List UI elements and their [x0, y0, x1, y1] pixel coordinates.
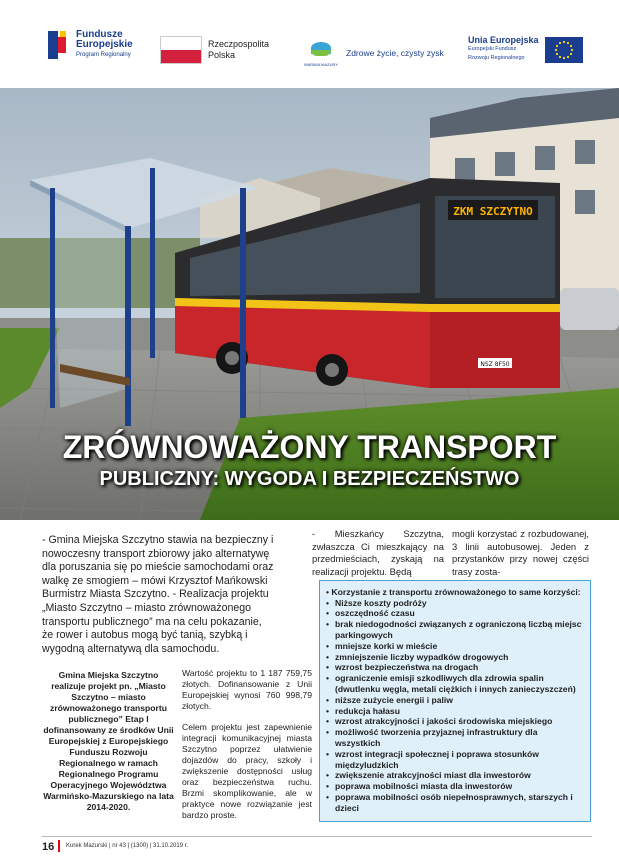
- warmia-mazury-logo: [304, 38, 444, 67]
- benefit-item: • wzrost integracji społecznej i poprawa stosunków międzyludzkich: [326, 749, 584, 771]
- intro-line: że rower i autobus mogą być tanią, szybką i: [42, 629, 248, 642]
- page-number: 16: [42, 841, 55, 853]
- project-details-column: [182, 668, 312, 831]
- fe-line1: Fundusze: [76, 29, 123, 40]
- benefit-item: • zwiększenie atrakcyjności miast dla inwestorów: [326, 770, 584, 781]
- benefit-item: • poprawa mobilności osób niepełnosprawnych, starszych i dzieci: [326, 792, 584, 814]
- benefit-item: • redukcja hałasu: [326, 706, 584, 717]
- wm-small-text: WARMIA MAZURY: [304, 62, 339, 67]
- intro-line: walkę ze smogiem – mówi Krzysztof Mańkowski: [42, 574, 268, 587]
- logo-bar: [0, 0, 619, 88]
- ue-line2: Europejski Fundusz: [468, 46, 517, 52]
- footer-separator: [58, 840, 60, 852]
- benefit-item: • poprawa mobilności miasta dla inwestorów: [326, 781, 584, 792]
- rp-line1: Rzeczpospolita: [208, 39, 270, 49]
- headline-line2: PUBLICZNY: WYGODA I BEZPIECZEŃSTWO: [99, 468, 520, 490]
- rp-line2: Polska: [208, 50, 236, 60]
- intro-line: wygodną alternatywą dla samochodu.: [42, 642, 220, 655]
- benefits-title: • Korzystanie z transportu zrównoważonego to same korzyści:: [326, 587, 581, 597]
- intro-line: nowoczesny transport zbiorowy jako alternatywę: [42, 547, 270, 560]
- side-text: [312, 528, 589, 578]
- intro-line: - Gmina Miejska Szczytno stawia na bezpieczny i: [42, 534, 274, 546]
- rzeczpospolita-logo: [160, 36, 269, 64]
- eu-flag-icon: [545, 37, 583, 63]
- benefit-item: • ograniczenie emisji szkodliwych dla zdrowia spalin (dwutlenku węgla, metali ciężkich i innych zanieczyszczeń): [326, 673, 584, 695]
- fundusze-europejskie-logo: [48, 30, 133, 60]
- benefit-item: • wzrost atrakcyjności i jakości środowiska miejskiego: [326, 716, 584, 727]
- bus-destination-sign: ZKM SZCZYTNO: [453, 205, 533, 218]
- fe-mark-icon: [48, 31, 70, 59]
- benefit-item: • możliwość tworzenia przyjaznej infrastruktury dla wszystkich: [326, 727, 584, 749]
- benefits-list: [326, 598, 584, 814]
- ue-line3: Rozwoju Regionalnego: [468, 55, 525, 61]
- ue-line1: Unia Europejska: [468, 35, 539, 45]
- benefit-item: • wzrost bezpieczeństwa na drogach: [326, 662, 584, 673]
- benefits-box: [319, 580, 591, 822]
- warmia-mazury-mark-icon: [309, 38, 333, 62]
- benefit-item: • mniejsze korki w mieście: [326, 641, 584, 652]
- benefit-item: • Niższe koszty podróży: [326, 598, 584, 609]
- page-footer: [42, 836, 592, 855]
- publication-info: Kurek Mazurski | nr 43 | (1300) | 31.10.2019 r.: [66, 843, 189, 849]
- bus-plate: NSZ 8F50: [480, 361, 510, 368]
- project-goal-paragraph: Celem projektu jest zapewnienie integracji komunikacyjnej miasta Szczytno poprzez ułatwienie dojazdów do pracy, szkoły i zwiększenie dostępności usług oraz bezpieczeństwa ruchu. Brzmi skomplikowanie, ale w praktyce nowe rozwiązanie jest bardzo proste.: [182, 722, 312, 820]
- benefit-item: • zmniejszenie liczby wypadków drogowych: [326, 652, 584, 663]
- intro-line: transportu publicznego” ma na celu pokazanie,: [42, 615, 262, 628]
- wm-slogan: Zdrowe życie, czysty zysk: [346, 47, 444, 58]
- unia-europejska-logo: [468, 36, 583, 63]
- project-info-sidebar: Gmina Miejska Szczytno realizuje projekt pn. „Miasto Szczytno – miasto zrównoważonego transportu publicznego” Etap I dofinansowany ze środków Unii Europejskiej z Europejskiego Funduszu Rozwoju Regionalnego w ramach Regionalnego Programu Operacyjnego Województwa Warmińsko-Mazurskiego na lata 2014-2020.: [43, 670, 174, 812]
- intro-line: dla poruszania się po mieście samochodami oraz: [42, 561, 274, 574]
- intro-line: Burmistrz Miasta Szczytno. - Realizacja projektu: [42, 588, 269, 601]
- headline: [0, 428, 619, 492]
- side-text-col2: mogli korzystać z rozbudowanej, 3 linii autobusowej. Jeden z przystanków przy nowej części trasy zosta-: [452, 528, 589, 577]
- benefit-item: • brak niedogodności związanych z ograniczoną liczbą miejsc parkingowych: [326, 619, 584, 641]
- intro-paragraph: [42, 534, 304, 656]
- project-value-paragraph: Wartość projektu to 1 187 759,75 złotych. Dofinansowanie z Unii Europejskiej wynosi 760 998,79 złotych.: [182, 668, 312, 711]
- benefit-item: • oszczędność czasu: [326, 608, 584, 619]
- fe-line2: Europejskie: [76, 39, 133, 50]
- benefit-item: • niższe zużycie energii i paliw: [326, 695, 584, 706]
- headline-line1: ZRÓWNOWAŻONY TRANSPORT: [62, 429, 557, 465]
- intro-line: „Miasto Szczytno – miasto zrównoważonego: [42, 601, 252, 614]
- side-text-col1: - Mieszkańcy Szczytna, zwłaszcza Ci mieszkający na przedmieściach, zyskają na realizacji projektu. Będą: [312, 528, 444, 577]
- polish-flag-icon: [160, 36, 202, 64]
- fe-line3: Program Regionalny: [76, 52, 131, 58]
